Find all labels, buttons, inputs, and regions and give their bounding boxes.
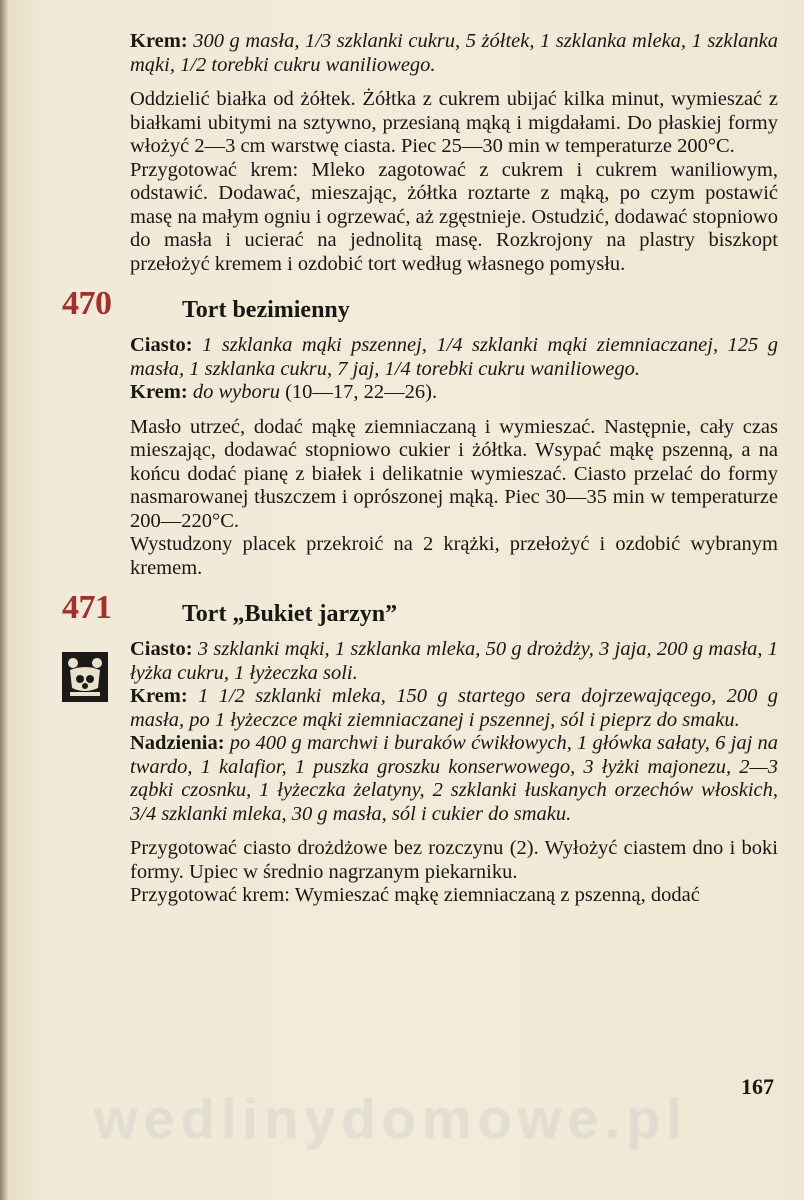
watermark-text: wedlinydomowe.pl	[94, 1087, 688, 1150]
krem-label: Krem:	[130, 30, 188, 52]
recipe-470-header	[62, 285, 778, 334]
difficulty-icon	[62, 652, 108, 702]
krem-reference: (10—17, 22—26).	[279, 381, 438, 403]
recipe-471-ciasto	[130, 638, 778, 685]
recipe-471-instructions-1: Przygotować ciasto drożdżowe bez rozczynu (2). Wyłożyć ciastem dno i boki formy. Upiec w średnio nagrzanym piekarniku.	[130, 837, 778, 883]
recipe-471-nadzienia	[130, 732, 778, 826]
recipe-470-krem	[130, 381, 778, 405]
krem-label: Krem:	[130, 685, 188, 707]
top-instructions-2: Przygotować krem: Mleko zagotować z cukrem i cukrem waniliowym, odstawić. Dodawać, mieszając, żółtka roztarte z mąką, po czym postawić masę na małym ogniu i ogrzewać, aż zgęstnieje. Ostudzić, dodawać stopniowo do masła i ucierać na jednolitą masę. Rozkrojony na plastry biszkopt przełożyć kremem i ozdobić tort według własnego pomysłu.	[130, 158, 778, 275]
krem-ingredients-text: 300 g masła, 1/3 szklanki cukru, 5 żółtek, 1 szklanka mleka, 1 szklanka mąki, 1/2 torebki cukru waniliowego.	[130, 30, 779, 76]
top-krem-ingredients	[130, 30, 778, 77]
krem-label: Krem:	[130, 381, 188, 403]
recipe-470-ciasto	[130, 334, 778, 381]
ciasto-ingredients: 1 szklanka mąki pszennej, 1/4 szklanki mąki ziemniaczanej, 125 g masła, 1 szklanka cukru, 7 jaj, 1/4 torebki cukru waniliowego.	[130, 334, 779, 380]
nadzienia-label: Nadzienia:	[130, 732, 225, 754]
ciasto-ingredients: 3 szklanki mąki, 1 szklanka mleka, 50 g drożdży, 3 jaja, 200 g masła, 1 łyżka cukru, 1 łyżeczka soli.	[130, 638, 779, 684]
recipe-471-number: 471	[62, 589, 112, 626]
page-gutter-shadow	[0, 0, 8, 1200]
chef-pot-icon	[62, 652, 108, 702]
text-column	[62, 30, 779, 908]
krem-ingredients: 1 1/2 szklanki mleka, 150 g startego sera dojrzewającego, 200 g masła, po 1 łyżeczce mąki ziemniaczanej i pszennej, sól i pieprz do smaku.	[130, 685, 778, 731]
krem-choice: do wyboru	[192, 381, 280, 403]
recipe-471-instructions-2: Przygotować krem: Wymieszać mąkę ziemniaczaną z pszenną, dodać	[130, 884, 700, 906]
recipe-471-title: Tort „Bukiet jarzyn”	[182, 601, 398, 627]
recipe-470-title: Tort bezimienny	[182, 297, 350, 323]
recipe-471-header	[62, 589, 778, 638]
nadzienia-ingredients: po 400 g marchwi i buraków ćwikłowych, 1 główka sałaty, 6 jaj na twardo, 1 kalafior, 1 puszka groszku konserwowego, 3 łyżki majonezu, 2—3 ząbki czosnku, 1 łyżeczka żelatyny, 2 szklanki łuskanych orzechów włoskich, 3/4 szklanki mleka, 30 g masła, sól i cukier do smaku.	[130, 732, 779, 825]
top-instructions-1: Oddzielić białka od żółtek. Żółtka z cukrem ubijać kilka minut, wymieszać z białkami ubitymi na sztywno, przesianą mąką i migdałami. Do płaskiej formy włożyć 2—3 cm warstwę ciasta. Piec 25—30 min w temperaturze 200°C.	[130, 88, 778, 157]
recipe-470-instructions-2: Wystudzony placek przekroić na 2 krążki, przełożyć i ozdobić wybranym kremem.	[130, 533, 778, 579]
ciasto-label: Ciasto:	[130, 334, 193, 356]
recipe-471-krem	[130, 685, 778, 732]
ciasto-label: Ciasto:	[130, 638, 193, 660]
recipe-470-number: 470	[62, 285, 112, 322]
recipe-470-instructions-1: Masło utrzeć, dodać mąkę ziemniaczaną i wymieszać. Następnie, cały czas mieszając, dodawać stopniowo cukier i żółtka. Wsypać mąkę pszenną, a na końcu dodać pianę z białek i delikatnie wymieszać. Ciasto przelać do formy nasmarowanej tłuszczem i oprószonej mąką. Piec 30—35 min w temperaturze 200—220°C.	[130, 415, 778, 532]
page-number: 167	[741, 1074, 774, 1099]
